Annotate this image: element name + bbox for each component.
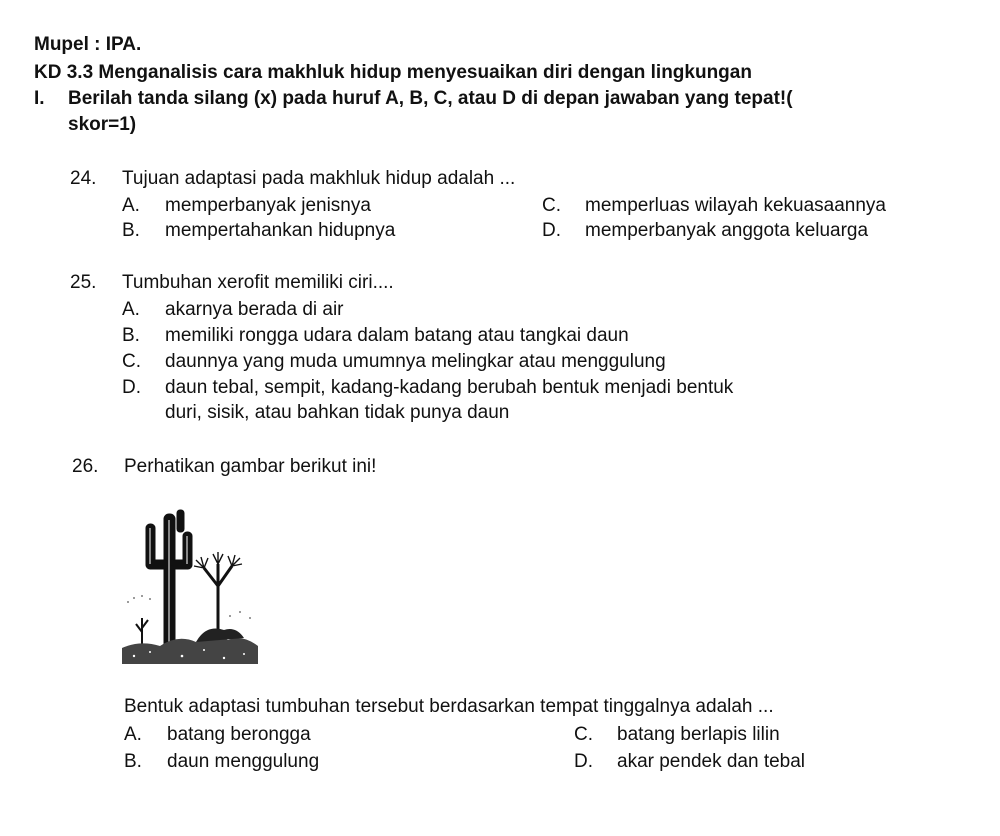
option-text: akarnya berada di air <box>165 299 344 320</box>
instruction-line-1: Berilah tanda silang (x) pada huruf A, B, C, atau D di depan jawaban yang tepat!( <box>68 88 793 109</box>
instruction-line-2: skor=1) <box>68 114 137 135</box>
option-text: memperluas wilayah kekuasaannya <box>585 195 886 216</box>
question-subtext: Bentuk adaptasi tumbuhan tersebut berdasarkan tempat tinggalnya adalah ... <box>124 696 774 717</box>
option-text: daunnya yang muda umumnya melingkar atau menggulung <box>165 351 666 372</box>
question-number: 24. <box>70 168 97 189</box>
option-letter[interactable]: A. <box>122 299 140 320</box>
option-text: akar pendek dan tebal <box>617 751 806 772</box>
option-letter[interactable]: D. <box>574 751 593 772</box>
question-text: Tumbuhan xerofit memiliki ciri.... <box>122 272 394 293</box>
option-letter[interactable]: C. <box>574 724 593 745</box>
option-letter[interactable]: D. <box>122 377 141 398</box>
option-letter[interactable]: B. <box>122 220 140 241</box>
option-text: daun menggulung <box>167 751 320 772</box>
desert-cactus-illustration <box>120 506 260 666</box>
option-letter[interactable]: B. <box>124 751 142 772</box>
subject-label: Mupel : IPA. <box>34 34 142 55</box>
option-letter[interactable]: A. <box>122 195 140 216</box>
option-letter[interactable]: B. <box>122 325 140 346</box>
question-text: Tujuan adaptasi pada makhluk hidup adalah ... <box>122 168 516 189</box>
question-number: 26. <box>72 456 99 477</box>
cactus-top-arm <box>177 510 184 532</box>
option-text: batang berlapis lilin <box>617 724 780 745</box>
option-letter[interactable]: C. <box>542 195 561 216</box>
instruction-number: I. <box>34 88 45 109</box>
kd-text: KD 3.3 Menganalisis cara makhluk hidup menyesuaikan diri dengan lingkungan <box>34 62 752 83</box>
option-text: mempertahankan hidupnya <box>165 220 396 241</box>
cactus-arm-left-joint <box>146 560 168 569</box>
option-text-continued: duri, sisik, atau bahkan tidak punya daun <box>165 402 510 423</box>
question-text: Perhatikan gambar berikut ini! <box>124 456 377 477</box>
kd-label <box>34 62 752 84</box>
option-text: memperbanyak anggota keluarga <box>585 220 869 241</box>
option-letter[interactable]: A. <box>124 724 142 745</box>
option-text: memiliki rongga udara dalam batang atau tangkai daun <box>165 325 629 346</box>
option-text: memperbanyak jenisnya <box>165 195 371 216</box>
option-text: daun tebal, sempit, kadang-kadang berubah bentuk menjadi bentuk <box>165 377 734 398</box>
question-number: 25. <box>70 272 97 293</box>
option-text: batang berongga <box>167 724 311 745</box>
option-letter[interactable]: D. <box>542 220 561 241</box>
option-letter[interactable]: C. <box>122 351 141 372</box>
cactus-arm-right-joint <box>172 560 192 569</box>
